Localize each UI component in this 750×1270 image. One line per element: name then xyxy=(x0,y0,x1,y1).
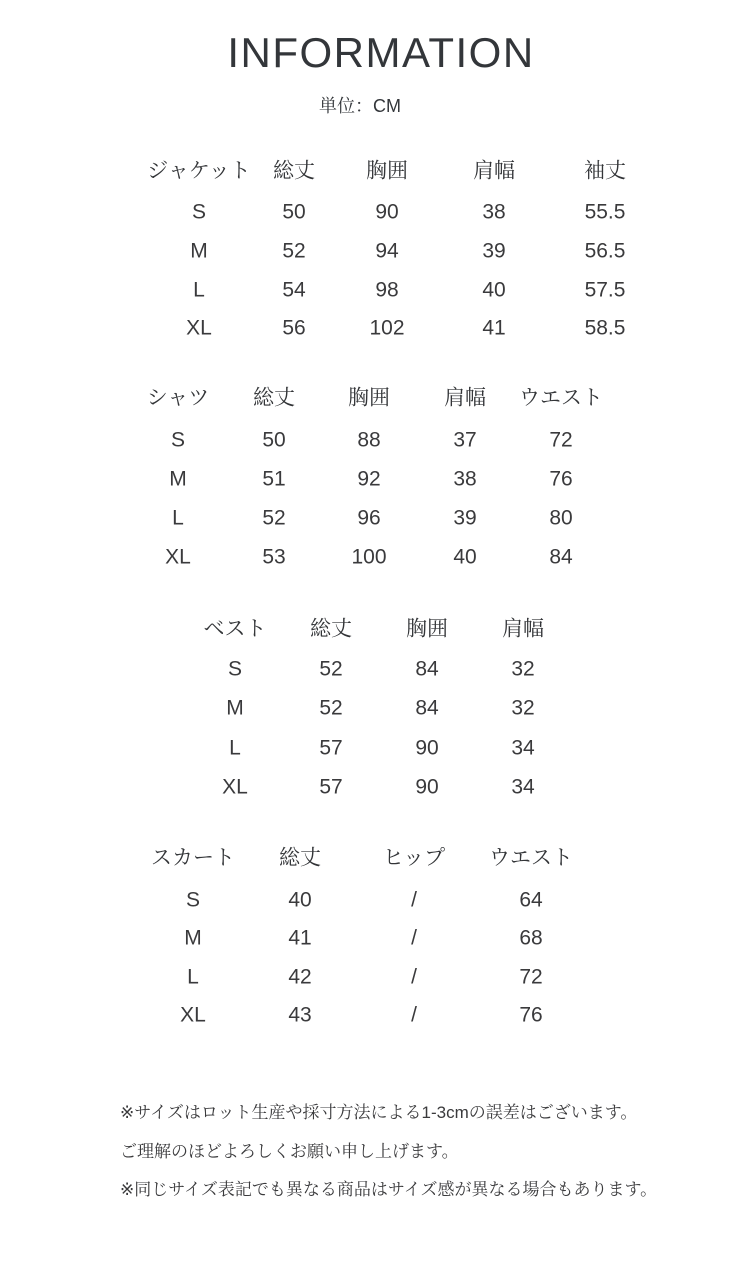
table-title: スカート xyxy=(151,846,235,870)
value-cell: 40 xyxy=(482,278,506,302)
value-cell: / xyxy=(411,888,417,912)
page-title: INFORMATION xyxy=(227,29,535,76)
value-cell: / xyxy=(411,965,417,989)
value-cell: 52 xyxy=(282,239,306,263)
size-label: M xyxy=(226,696,244,720)
value-cell: 54 xyxy=(282,278,306,302)
size-label: XL xyxy=(180,1003,206,1027)
value-cell: 43 xyxy=(288,1003,312,1027)
column-header: 総丈 xyxy=(273,159,315,183)
column-header: 肩幅 xyxy=(473,159,515,183)
value-cell: 76 xyxy=(549,467,573,491)
table-title: シャツ xyxy=(146,386,210,410)
table-title: ジャケット xyxy=(147,159,251,183)
value-cell: 57 xyxy=(319,775,343,799)
note-line: ※サイズはロット生産や採寸方法による1-3cmの誤差はございます。 xyxy=(120,1102,638,1122)
value-cell: / xyxy=(411,926,417,950)
value-cell: 52 xyxy=(319,657,343,681)
size-label: S xyxy=(227,657,243,681)
column-header: 総丈 xyxy=(279,846,321,870)
column-header: ウエスト xyxy=(489,846,573,870)
value-cell: 90 xyxy=(415,775,439,799)
value-cell: 58.5 xyxy=(584,316,626,340)
value-cell: 84 xyxy=(415,657,439,681)
size-label: XL xyxy=(186,316,212,340)
value-cell: 40 xyxy=(288,888,312,912)
size-label: L xyxy=(187,965,199,989)
value-cell: 50 xyxy=(282,200,306,224)
value-cell: 92 xyxy=(357,467,381,491)
value-cell: 98 xyxy=(375,278,399,302)
value-cell: 72 xyxy=(549,428,573,452)
value-cell: 56.5 xyxy=(584,239,626,263)
size-label: S xyxy=(191,200,207,224)
value-cell: 52 xyxy=(319,696,343,720)
value-cell: 80 xyxy=(549,506,573,530)
column-header: ヒップ xyxy=(382,846,446,870)
value-cell: 90 xyxy=(415,736,439,760)
value-cell: 57 xyxy=(319,736,343,760)
value-cell: 84 xyxy=(415,696,439,720)
size-label: M xyxy=(190,239,208,263)
value-cell: 55.5 xyxy=(584,200,626,224)
size-label: L xyxy=(229,736,241,760)
value-cell: 34 xyxy=(511,736,535,760)
notes-section xyxy=(120,1091,740,1207)
value-cell: 64 xyxy=(519,888,543,912)
size-label: XL xyxy=(165,545,191,569)
value-cell: 100 xyxy=(351,545,387,569)
column-header: 袖丈 xyxy=(584,159,626,183)
value-cell: 76 xyxy=(519,1003,543,1027)
column-header: ウエスト xyxy=(519,386,603,410)
column-header: 肩幅 xyxy=(502,617,544,641)
value-cell: 41 xyxy=(288,926,312,950)
size-label: L xyxy=(193,278,205,302)
value-cell: 38 xyxy=(482,200,506,224)
value-cell: 41 xyxy=(482,316,506,340)
value-cell: 53 xyxy=(262,545,286,569)
size-label: M xyxy=(169,467,187,491)
note-line: ご理解のほどよろしくお願い申し上げます。 xyxy=(120,1141,459,1161)
value-cell: 94 xyxy=(375,239,399,263)
value-cell: 37 xyxy=(453,428,477,452)
value-cell: 57.5 xyxy=(584,278,626,302)
column-header: 胸囲 xyxy=(366,159,408,183)
size-label: L xyxy=(172,506,184,530)
value-cell: 96 xyxy=(357,506,381,530)
value-cell: 38 xyxy=(453,467,477,491)
value-cell: 39 xyxy=(453,506,477,530)
value-cell: 50 xyxy=(262,428,286,452)
column-header: 肩幅 xyxy=(444,386,486,410)
value-cell: 34 xyxy=(511,775,535,799)
value-cell: 51 xyxy=(262,467,286,491)
size-label: S xyxy=(170,428,186,452)
value-cell: 72 xyxy=(519,965,543,989)
size-label: S xyxy=(185,888,201,912)
value-cell: 40 xyxy=(453,545,477,569)
size-label: XL xyxy=(222,775,248,799)
value-cell: 84 xyxy=(549,545,573,569)
value-cell: 42 xyxy=(288,965,312,989)
value-cell: 39 xyxy=(482,239,506,263)
value-cell: / xyxy=(411,1003,417,1027)
table-title: ベスト xyxy=(203,617,267,641)
column-header: 胸囲 xyxy=(406,617,448,641)
column-header: 総丈 xyxy=(310,617,352,641)
value-cell: 32 xyxy=(511,657,535,681)
value-cell: 68 xyxy=(519,926,543,950)
size-label: M xyxy=(184,926,202,950)
value-cell: 88 xyxy=(357,428,381,452)
value-cell: 32 xyxy=(511,696,535,720)
value-cell: 52 xyxy=(262,506,286,530)
value-cell: 56 xyxy=(282,316,306,340)
column-header: 総丈 xyxy=(253,386,295,410)
unit-label: 単位：CM xyxy=(319,96,401,116)
note-line: ※同じサイズ表記でも異なる商品はサイズ感が異なる場合もあります。 xyxy=(120,1180,658,1200)
value-cell: 102 xyxy=(369,316,405,340)
column-header: 胸囲 xyxy=(348,386,390,410)
value-cell: 90 xyxy=(375,200,399,224)
